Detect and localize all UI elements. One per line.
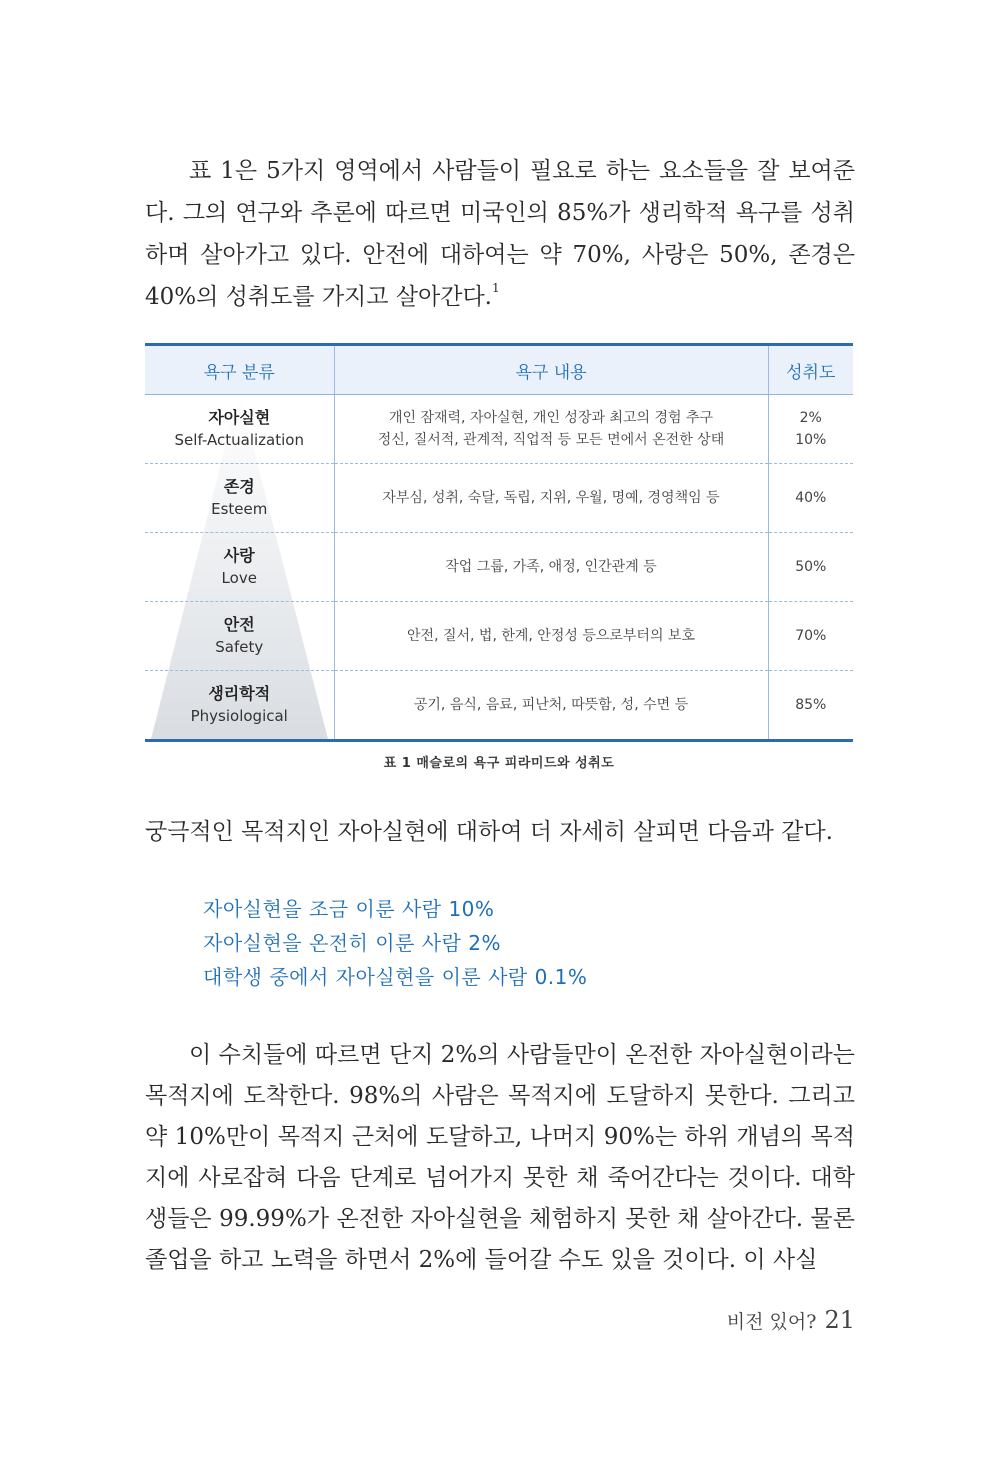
content-cell: 자부심, 성취, 숙달, 독립, 지위, 우월, 명예, 경영책임 등	[334, 464, 768, 533]
highlight-item: 대학생 중에서 자아실현을 이룬 사람 0.1%	[203, 965, 588, 989]
category-en: Self-Actualization	[174, 431, 304, 449]
category-ko: 사랑	[223, 546, 255, 565]
closing-text	[145, 1035, 855, 1281]
table-row	[145, 602, 853, 671]
category-ko: 존경	[223, 477, 255, 496]
table-caption: 표 1 매슬로의 욕구 피라미드와 성취도	[383, 756, 615, 771]
content-cell	[334, 395, 768, 464]
achievement-cell: 85%	[768, 671, 853, 741]
content-line: 개인 잠재력, 자아실현, 개인 성장과 최고의 경험 추구	[388, 410, 714, 426]
closing-paragraph: 이 수치들에 따르면 단지 2%의 사람들만이 온전한 자아실현이라는 목적지에 도착한다. 98%의 사람은 목적지에 도달하지 못한다. 그리고 약 10%만이 목적지 근처에 도달하고, 나머지 90%는 하위 개념의 목적지에 사로잡혀 다음 단계로 넘어가지 못한 채 죽어간다는 것이다. 대학생들은 99.99%가 온전한 자아실현을 체험하지 못한 채 살아간다. 물론 졸업을 하고 노력을 하면서 2%에 들어갈 수도 있을 것이다. 이 사실	[145, 1042, 855, 1273]
table-row	[145, 464, 853, 533]
category-en: Esteem	[211, 500, 268, 518]
category-cell	[145, 395, 334, 464]
achievement-cell	[768, 395, 853, 464]
category-ko: 안전	[223, 615, 255, 634]
table-row	[145, 395, 853, 464]
content-line: 정신, 질서적, 관계적, 직업적 등 모든 면에서 온전한 상태	[377, 432, 725, 448]
needs-table-container	[145, 343, 853, 739]
header-category: 욕구 분류	[145, 345, 334, 395]
book-title: 비전 있어?	[726, 1311, 817, 1333]
header-content: 욕구 내용	[334, 345, 768, 395]
highlight-item: 자아실현을 온전히 이룬 사람 2%	[203, 931, 501, 955]
intro-paragraph	[145, 150, 855, 318]
category-en: Love	[221, 569, 257, 587]
category-ko: 생리학적	[208, 684, 271, 703]
intro-text	[145, 150, 855, 318]
header-achievement: 성취도	[768, 345, 853, 395]
intro-paragraph-text: 표 1은 5가지 영역에서 사람들이 필요로 하는 요소들을 잘 보여준다. 그의 연구와 추론에 따르면 미국인의 85%가 생리학적 욕구를 성취하며 살아가고 있다. 안전에 대하여는 약 70%, 사랑은 50%, 존경은 40%의 성취도를 가지고 살아간다.	[145, 158, 855, 310]
needs-table	[145, 343, 853, 742]
content-cell: 공기, 음식, 음료, 피난처, 따뜻함, 성, 수면 등	[334, 671, 768, 741]
category-en: Physiological	[190, 707, 288, 725]
achievement-value: 10%	[795, 432, 827, 448]
achievement-cell: 50%	[768, 533, 853, 602]
achievement-cell: 70%	[768, 602, 853, 671]
achievement-cell: 40%	[768, 464, 853, 533]
footnote-marker: 1	[491, 281, 500, 295]
category-cell	[145, 464, 334, 533]
category-en: Safety	[215, 638, 264, 656]
content-cell: 작업 그룹, 가족, 애정, 인간관계 등	[334, 533, 768, 602]
content-cell: 안전, 질서, 법, 한계, 안정성 등으로부터의 보호	[334, 602, 768, 671]
achievement-value: 2%	[799, 410, 822, 426]
page-number: 21	[824, 1306, 855, 1334]
lead-sentence: 궁극적인 목적지인 자아실현에 대하여 더 자세히 살피면 다음과 같다.	[145, 819, 833, 845]
category-cell	[145, 671, 334, 741]
table-row	[145, 533, 853, 602]
category-cell	[145, 533, 334, 602]
highlight-list	[203, 892, 587, 994]
table-header-row	[145, 345, 853, 395]
table-row	[145, 671, 853, 741]
page-footer	[727, 1306, 855, 1334]
category-cell	[145, 602, 334, 671]
highlight-item: 자아실현을 조금 이룬 사람 10%	[203, 897, 495, 921]
category-ko: 자아실현	[208, 408, 271, 427]
